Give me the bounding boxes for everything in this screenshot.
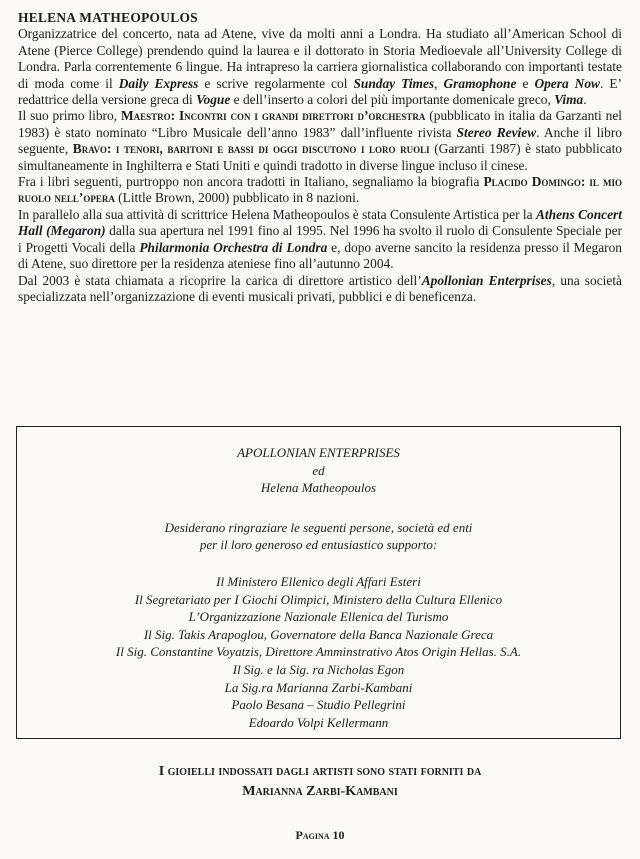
supporter-list <box>17 573 620 731</box>
acknowledgements-box <box>16 426 621 739</box>
box-and: ed <box>312 462 325 478</box>
bio-title: HELENA MATHEOPOULOS <box>18 10 198 25</box>
supporter-item: Il Sig. Takis Arapoglou, Governatore della Banca Nazionale Greca <box>143 626 494 642</box>
supporter-item: Il Ministero Ellenico degli Affari Esteri <box>216 573 421 589</box>
bio-paragraph-director: Dal 2003 è stata chiamata a ricoprire la carica di direttore artistico dell’Apollonian Enterprises, una società specializzata nell’organizzazione di eventi musicali privati, pubblici e di beneficenza. <box>18 272 622 304</box>
supporter-item: La Sig.ra Marianna Zarbi-Kambani <box>224 679 413 695</box>
biography-section <box>18 10 622 305</box>
bio-paragraph-books: Il suo primo libro, Maestro: Incontri con i grandi direttori d’orchestra (pubblicato in italia da Garzanti nel 1983) è stato nominato “Libro Musicale dell’anno 1983” dall’influente rivista Stereo Review. Anche il libro seguente, Bravo: i tenori, baritoni e bassi di oggi discutono i loro ruoli (Garzanti 1987) è stato pubblicato simultaneamente in Inghilterra e Stati Uniti e quindi tradotto in diverse lingue incluso il cinese. <box>18 108 623 173</box>
supporter-item: Il Sig. e la Sig. ra Nicholas Egon <box>232 661 405 677</box>
supporter-item: L’Organizzazione Nazionale Ellenica del Turismo <box>188 609 449 625</box>
bio-paragraph-consultant: In parallelo alla sua attività di scrittrice Helena Matheopoulos è stata Consulente Artistica per la Athens Concert Hall (Megaron) dalla sua apertura nel 1991 fino al 1995. Nel 1996 ha svolto il ruolo di Consulente Speciale per i Progetti Vocali della Philarmonia Orchestra di Londra e, dopo averne sancito la residenza presso il Megaron di Atene, suo direttore per la residenza ateniese fino all’autunno 2004. <box>18 206 622 272</box>
supporter-item: Edoardo Volpi Kellermann <box>248 714 389 730</box>
supporter-item: Il Segretariato per I Giochi Olimpici, Ministero della Cultura Ellenico <box>134 591 503 607</box>
jewelry-credit-line-1: I gioielli indossati dagli artisti sono stati forniti da <box>158 764 482 779</box>
jewelry-credit-line-2: Marianna Zarbi-Kambani <box>242 784 398 799</box>
supporter-item: Il Sig. Constantine Voyatzis, Direttore Amminstrativo Atos Origin Hellas. S.A. <box>115 644 522 660</box>
bio-paragraph-biography: Fra i libri seguenti, purtroppo non ancora tradotti in Italiano, segnaliamo la biografia Placido Domingo: il mio ruolo nell’opera (Little Brown, 2000) pubblicato in 8 nazioni. <box>18 174 622 206</box>
page-number: Pagina 10 <box>295 828 345 842</box>
supporter-item: Paolo Besana – Studio Pellegrini <box>231 697 406 713</box>
box-thanks-line-1: Desiderano ringraziare le seguenti persone, società ed enti <box>164 519 473 535</box>
bio-paragraph-career: Organizzatrice del concerto, nata ad Atene, vive da molti anni a Londra. Ha studiato all’American School di Atene (Pierce College) prendendo quind la laurea e il dottorato in Storia Medioevale all’University College di Londra. Parla correntemente 6 lingue. Ha intrapreso la carriera giornalistica collaborando con importanti testate di moda come il Daily Express e scrive regolarmente col Sunday Times, Gramophone e Opera Now. E’ redattrice della versione greca di Vogue e dell’inserto a colori del più importante domenicale greco, Vima. <box>18 26 622 108</box>
box-person: Helena Matheopoulos <box>260 480 377 496</box>
box-thanks-line-2: per il loro generoso ed entusiastico supporto: <box>199 537 438 553</box>
box-org: APOLLONIAN ENTERPRISES <box>237 445 400 460</box>
